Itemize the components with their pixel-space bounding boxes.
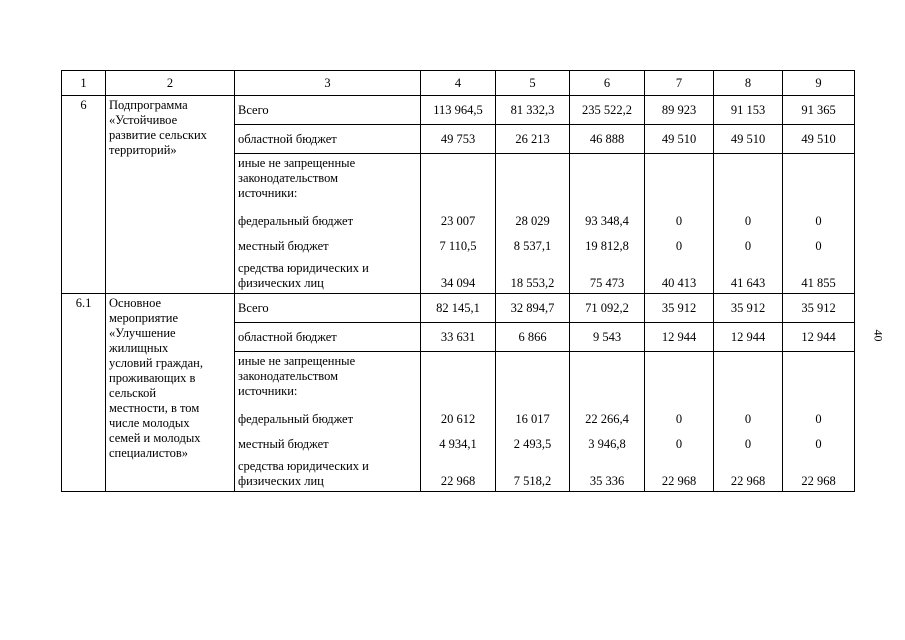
header-cell: 4	[421, 71, 496, 96]
value-cell: 22 968	[801, 474, 836, 488]
sub-row-label: местный бюджет	[238, 437, 329, 451]
value-cell: 8 537,1	[513, 239, 552, 253]
value-cell: 49 510	[645, 125, 714, 154]
value-cell: 2 493,5	[513, 437, 552, 451]
sub-row-label: федеральный бюджет	[238, 412, 354, 426]
value-cell: 35 912	[783, 294, 855, 323]
header-cell: 5	[496, 71, 570, 96]
value-cell: 9 543	[570, 323, 645, 352]
value-cell: 22 968	[440, 474, 476, 488]
value-cell: 6 866	[496, 323, 570, 352]
value-column-block	[496, 154, 570, 294]
header-cell: 9	[783, 71, 855, 96]
value-cell: 0	[744, 437, 752, 451]
page-number: 40	[871, 329, 886, 342]
value-column-block	[783, 352, 855, 492]
value-cell: 89 923	[645, 96, 714, 125]
value-column-block	[714, 154, 783, 294]
table-header	[62, 71, 855, 96]
last-row-label-line: физических лиц	[238, 474, 324, 488]
value-cell: 49 753	[421, 125, 496, 154]
value-cell: 81 332,3	[496, 96, 570, 125]
value-cell: 34 094	[440, 276, 476, 290]
sources-block	[235, 352, 421, 492]
value-column-block	[570, 154, 645, 294]
section-number: 6	[62, 96, 106, 294]
row-label: областной бюджет	[235, 323, 421, 352]
value-cell: 16 017	[515, 412, 550, 426]
value-cell: 91 365	[783, 96, 855, 125]
section-name-line: «Улучшение	[109, 326, 176, 340]
section-name-line: числе молодых	[109, 416, 190, 430]
row-label: Всего	[235, 96, 421, 125]
value-cell: 22 968	[730, 474, 766, 488]
value-cell: 0	[815, 239, 822, 253]
value-cell: 12 944	[714, 323, 783, 352]
section-name-line: сельской	[109, 386, 157, 400]
value-cell: 28 029	[515, 214, 550, 228]
value-column-block	[421, 352, 496, 492]
header-cell: 6	[570, 71, 645, 96]
sources-block	[235, 154, 421, 294]
value-cell: 41 643	[730, 276, 766, 290]
sources-intro-line: законодательством	[238, 369, 339, 383]
value-cell: 93 348,4	[585, 214, 629, 228]
section-name-line: жилищных	[109, 341, 169, 355]
section-name-line: мероприятие	[109, 311, 179, 325]
section-name-line: Основное	[109, 296, 162, 310]
sub-row-label: местный бюджет	[238, 239, 329, 253]
section-name-line: проживающих в	[109, 371, 196, 385]
value-cell: 26 213	[496, 125, 570, 154]
header-cell: 2	[106, 71, 235, 96]
value-cell: 7 110,5	[439, 239, 477, 253]
table-row	[62, 294, 855, 323]
value-cell: 19 812,8	[585, 239, 629, 253]
value-cell: 71 092,2	[570, 294, 645, 323]
value-cell: 23 007	[440, 214, 476, 228]
value-cell: 35 912	[645, 294, 714, 323]
value-column-block	[783, 154, 855, 294]
value-cell: 235 522,2	[570, 96, 645, 125]
section-name-line: развитие сельских	[109, 128, 207, 142]
value-cell: 0	[675, 437, 683, 451]
table-row	[62, 96, 855, 125]
value-cell: 0	[744, 214, 752, 228]
value-cell: 75 473	[589, 276, 625, 290]
value-cell: 7 518,2	[513, 474, 552, 488]
value-cell: 18 553,2	[510, 276, 555, 290]
budget-table	[61, 70, 855, 492]
value-cell: 49 510	[783, 125, 855, 154]
value-cell: 3 946,8	[588, 437, 626, 451]
value-cell: 0	[815, 412, 822, 426]
section-name	[106, 294, 235, 492]
value-cell: 0	[815, 437, 822, 451]
value-cell: 0	[744, 412, 752, 426]
header-row	[62, 71, 855, 96]
header-cell: 8	[714, 71, 783, 96]
value-column-block	[645, 352, 714, 492]
section-name-line: «Устойчивое	[109, 113, 178, 127]
section-name-line: Подпрограмма	[109, 98, 188, 112]
value-cell: 0	[744, 239, 752, 253]
value-cell: 22 968	[661, 474, 697, 488]
value-cell: 35 912	[714, 294, 783, 323]
value-column-block	[496, 352, 570, 492]
value-cell: 0	[675, 412, 683, 426]
value-cell: 49 510	[714, 125, 783, 154]
row-label: областной бюджет	[235, 125, 421, 154]
last-row-label-line: физических лиц	[238, 276, 324, 290]
value-cell: 12 944	[783, 323, 855, 352]
sub-row-label: федеральный бюджет	[238, 214, 354, 228]
table-body	[62, 96, 855, 492]
value-cell: 46 888	[570, 125, 645, 154]
header-cell: 7	[645, 71, 714, 96]
sources-intro-line: иные не запрещенные	[238, 354, 356, 368]
value-cell: 113 964,5	[421, 96, 496, 125]
header-cell: 3	[235, 71, 421, 96]
value-cell: 12 944	[645, 323, 714, 352]
sources-intro-line: законодательством	[238, 171, 339, 185]
value-cell: 33 631	[421, 323, 496, 352]
value-cell: 20 612	[440, 412, 476, 426]
sources-intro-line: источники:	[238, 186, 298, 200]
last-row-label-line: средства юридических и	[238, 261, 369, 275]
value-cell: 4 934,1	[439, 437, 477, 451]
value-cell: 40 413	[661, 276, 697, 290]
row-label: Всего	[235, 294, 421, 323]
value-cell: 35 336	[589, 474, 625, 488]
section-name	[106, 96, 235, 294]
value-cell: 0	[815, 214, 822, 228]
value-column-block	[421, 154, 496, 294]
sources-intro-line: иные не запрещенные	[238, 156, 356, 170]
value-cell: 0	[675, 239, 683, 253]
section-name-line: специалистов»	[109, 446, 188, 460]
value-cell: 32 894,7	[496, 294, 570, 323]
value-column-block	[714, 352, 783, 492]
section-name-line: условий граждан,	[109, 356, 203, 370]
section-name-line: семей и молодых	[109, 431, 201, 445]
sources-intro-line: источники:	[238, 384, 298, 398]
section-name-line: территорий»	[109, 143, 177, 157]
value-cell: 91 153	[714, 96, 783, 125]
value-cell: 41 855	[801, 276, 836, 290]
value-cell: 0	[675, 214, 683, 228]
section-number: 6.1	[62, 294, 106, 492]
value-cell: 22 266,4	[585, 412, 629, 426]
last-row-label-line: средства юридических и	[238, 459, 369, 473]
value-column-block	[570, 352, 645, 492]
section-name-line: местности, в том	[109, 401, 200, 415]
value-column-block	[645, 154, 714, 294]
value-cell: 82 145,1	[421, 294, 496, 323]
header-cell: 1	[62, 71, 106, 96]
